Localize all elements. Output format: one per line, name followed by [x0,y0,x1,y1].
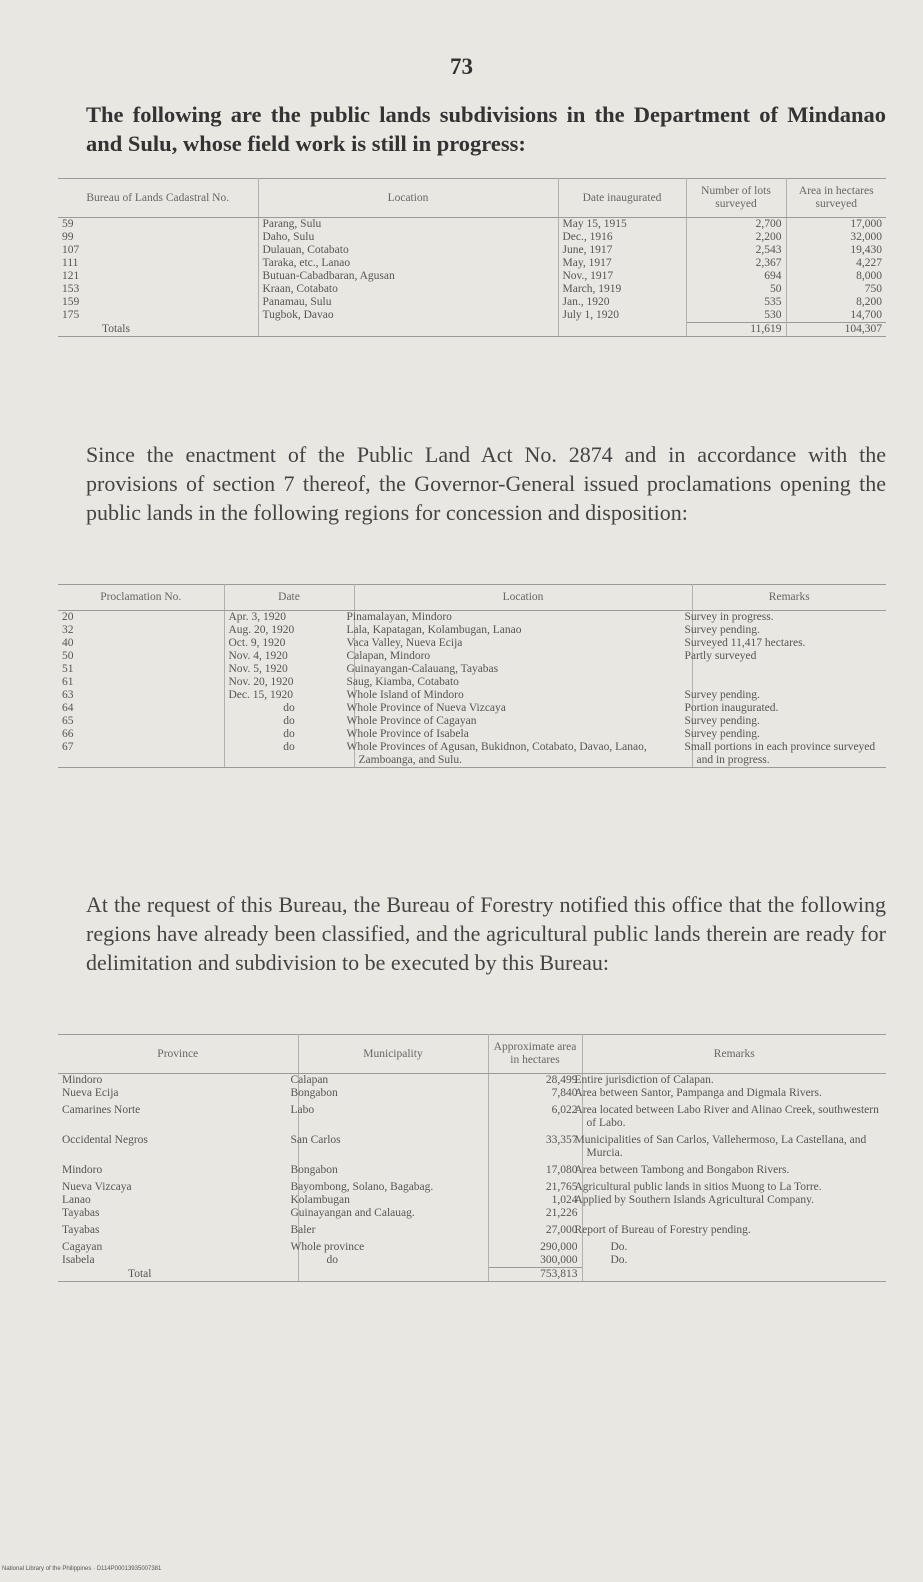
remarks: Partly surveyed [684,650,757,662]
col-province: Province [58,1035,298,1074]
approx-area: 27,000 [488,1220,582,1237]
remarks: Survey pending. [684,689,760,701]
col-cadastral-no: Bureau of Lands Cadastral No. [58,179,258,218]
location: Whole Province of Cagayan [354,715,692,728]
lots-surveyed: 2,367 [686,257,786,270]
proclamation-no: 32 [58,624,224,637]
remarks: Entire jurisdiction of Calapan. [574,1074,714,1086]
approx-area: 290,000 [488,1237,582,1254]
location: Tugbok, Davao [258,309,558,323]
totals-label: Totals [58,323,258,337]
table-row [58,1074,886,1088]
table-row [58,676,886,689]
col-lots-surveyed: Number of lots surveyed [686,179,786,218]
location: Lala, Kapatagan, Kolambugan, Lanao [354,624,692,637]
municipality: Kolambugan [298,1194,488,1207]
date-inaugurated: May 15, 1915 [558,218,686,232]
area-surveyed: 19,430 [850,244,882,256]
col-location: Location [258,179,558,218]
date: Nov. 5, 1920 [224,663,354,676]
cadastral-no: 175 [58,309,258,323]
location: Panamau, Sulu [258,296,558,309]
cadastral-no: 99 [58,231,258,244]
province: Tayabas [58,1207,298,1220]
table-row [58,624,886,637]
table-row [58,663,886,676]
date-inaugurated: Jan., 1920 [558,296,686,309]
approx-area: 21,765 [488,1177,582,1194]
approx-area: 6,022 [488,1100,582,1130]
table-row [58,1177,886,1194]
approx-area: 300,000 [488,1254,582,1268]
date-inaugurated: Dec., 1916 [558,231,686,244]
municipality: San Carlos [298,1130,488,1160]
col-proclamation-no: Proclamation No. [58,585,224,611]
cadastral-no: 111 [58,257,258,270]
table-row [58,244,886,257]
area-surveyed: 14,700 [850,309,882,321]
province: Cagayan [58,1237,298,1254]
location: Calapan, Mindoro [354,650,692,663]
location: Parang, Sulu [258,218,558,232]
location: Guinayangan-Calauang, Tayabas [354,663,692,676]
col-date: Date [224,585,354,611]
location: Butuan-Cabadbaran, Agusan [258,270,558,283]
province: Isabela [58,1254,298,1268]
table-row [58,637,886,650]
approx-area: 1,024 [488,1194,582,1207]
table-row [58,296,886,309]
table-row [58,309,886,323]
remarks: Portion inaugurated. [684,702,779,714]
date-inaugurated: July 1, 1920 [558,309,686,323]
proclamation-no: 61 [58,676,224,689]
table-row [58,218,886,232]
location: Whole Provinces of Agusan, Bukidnon, Cotabato, Davao, Lanao, Zamboanga, and Sulu. [354,741,692,768]
area-surveyed: 750 [864,283,882,295]
table-row [58,689,886,702]
date: do [224,702,354,715]
proclamation-no: 65 [58,715,224,728]
proclamation-no: 50 [58,650,224,663]
table-row [58,323,886,337]
date: Oct. 9, 1920 [224,637,354,650]
date: Apr. 3, 1920 [224,611,354,625]
area-surveyed: 32,000 [850,231,882,243]
date-inaugurated: June, 1917 [558,244,686,257]
table-row [58,231,886,244]
table-row [58,611,886,625]
proclamation-no: 67 [58,741,224,768]
province: Nueva Ecija [58,1087,298,1100]
municipality: do [298,1254,488,1268]
col-location: Location [354,585,692,611]
cadastral-no: 107 [58,244,258,257]
table-row [58,1268,886,1282]
municipality: Bongabon [298,1087,488,1100]
province: Nueva Vizcaya [58,1177,298,1194]
municipality: Guinayangan and Calauag. [298,1207,488,1220]
location: Saug, Kiamba, Cotabato [354,676,692,689]
remarks: Surveyed 11,417 hectares. [684,637,806,649]
table-row [58,1237,886,1254]
table-row [58,1207,886,1220]
area-surveyed: 8,000 [856,270,882,282]
location: Whole Province of Nueva Vizcaya [354,702,692,715]
remarks: Area between Santor, Pampanga and Digmala Rivers. [574,1087,822,1099]
location: Kraan, Cotabato [258,283,558,296]
remarks: Do. [610,1241,628,1253]
remarks: Municipalities of San Carlos, Vallehermoso, La Castellana, and Murcia. [574,1134,867,1159]
intro-paragraph-3: At the request of this Bureau, the Bureau of Forestry notified this office that the following regions have already been classified, and the agricultural public lands therein are ready for delimitation and subdivision to be executed by this Bureau: [86,892,886,975]
date-inaugurated: May, 1917 [558,257,686,270]
date: do [224,728,354,741]
location: Dulauan, Cotabato [258,244,558,257]
cadastral-no: 159 [58,296,258,309]
province: Tayabas [58,1220,298,1237]
table-row [58,650,886,663]
remarks: Area between Tambong and Bongabon Rivers. [574,1164,790,1176]
remarks: Survey in progress. [684,611,774,623]
location: Pinamalayan, Mindoro [354,611,692,625]
approx-area: 17,080 [488,1160,582,1177]
remarks: Small portions in each province surveyed and in progress. [692,741,886,768]
lots-surveyed: 694 [686,270,786,283]
table-row [58,1254,886,1268]
remarks: Survey pending. [684,715,760,727]
totals-spacer [558,323,686,337]
proclamation-no: 64 [58,702,224,715]
province: Lanao [58,1194,298,1207]
approx-area: 28,499 [488,1074,582,1088]
proclamations-table [58,584,886,768]
cadastral-no: 121 [58,270,258,283]
area-surveyed: 4,227 [856,257,882,269]
table-row [58,715,886,728]
col-remarks: Remarks [582,1035,886,1074]
remarks: Survey pending. [684,728,760,740]
province: Mindoro [58,1160,298,1177]
table-row [58,1130,886,1160]
date: do [224,741,354,768]
forestry-regions-table [58,1034,886,1282]
table-row [58,1160,886,1177]
date: Nov. 20, 1920 [224,676,354,689]
total-area: 753,813 [488,1268,582,1282]
remarks [692,663,886,676]
municipality: Baler [298,1220,488,1237]
municipality: Bayombong, Solano, Bagabag. [298,1177,488,1194]
remarks: Report of Bureau of Forestry pending. [574,1224,751,1236]
lots-surveyed: 2,200 [686,231,786,244]
table-row [58,283,886,296]
table-row [58,728,886,741]
municipality: Whole province [298,1237,488,1254]
province: Occidental Negros [58,1130,298,1160]
proclamation-no: 40 [58,637,224,650]
location: Vaca Valley, Nueva Ecija [354,637,692,650]
proclamation-no: 51 [58,663,224,676]
location: Whole Province of Isabela [354,728,692,741]
date: Aug. 20, 1920 [224,624,354,637]
date-inaugurated: March, 1919 [558,283,686,296]
area-surveyed: 8,200 [856,296,882,308]
col-remarks: Remarks [692,585,886,611]
page-number: 73 [450,54,473,79]
table-row [58,270,886,283]
table-row [58,741,886,768]
lots-surveyed: 530 [686,309,786,323]
col-approx-area: Approximate area in hectares [488,1035,582,1074]
municipality: Calapan [298,1074,488,1088]
remarks: Area located between Labo River and Alinao Creek, southwestern of Labo. [574,1104,879,1129]
lots-surveyed: 2,543 [686,244,786,257]
library-footer: National Library of the Philippines · D114P00013935007381 [2,1566,162,1572]
totals-spacer [258,323,558,337]
location: Whole Island of Mindoro [354,689,692,702]
remarks: Agricultural public lands in sitios Muong to La Torre. [574,1181,822,1193]
remarks: Survey pending. [684,624,760,636]
approx-area: 7,840 [488,1087,582,1100]
date: do [224,715,354,728]
table-row [58,1100,886,1130]
lots-surveyed: 50 [686,283,786,296]
proclamation-no: 20 [58,611,224,625]
lots-surveyed: 535 [686,296,786,309]
area-surveyed: 17,000 [850,218,882,230]
proclamation-no: 66 [58,728,224,741]
location: Taraka, etc., Lanao [258,257,558,270]
approx-area: 21,226 [488,1207,582,1220]
approx-area: 33,357 [488,1130,582,1160]
totals-lots: 11,619 [686,323,786,337]
col-date-inaugurated: Date inaugurated [558,179,686,218]
intro-paragraph-1: The following are the public lands subdivisions in the Department of Mindanao and Sulu, whose field work is still in progress: [86,102,886,156]
col-area-surveyed: Area in hectares surveyed [786,179,886,218]
province: Mindoro [58,1074,298,1088]
lots-surveyed: 2,700 [686,218,786,232]
date-inaugurated: Nov., 1917 [558,270,686,283]
total-label: Total [58,1268,298,1282]
province: Camarines Norte [58,1100,298,1130]
remarks [582,1207,886,1220]
table-row [58,1220,886,1237]
cadastral-no: 153 [58,283,258,296]
col-municipality: Municipality [298,1035,488,1074]
table-row [58,257,886,270]
remarks: Applied by Southern Islands Agricultural Company. [574,1194,814,1206]
cadastral-no: 59 [58,218,258,232]
proclamation-no: 63 [58,689,224,702]
location: Daho, Sulu [258,231,558,244]
totals-area: 104,307 [786,323,886,337]
municipality: Labo [298,1100,488,1130]
table-row [58,702,886,715]
table-row [58,1194,886,1207]
cadastral-table [58,178,886,337]
total-spacer [298,1268,488,1282]
table-row [58,1087,886,1100]
municipality: Bongabon [298,1160,488,1177]
remarks: Do. [610,1254,628,1266]
date: Nov. 4, 1920 [224,650,354,663]
remarks [692,676,886,689]
intro-paragraph-2: Since the enactment of the Public Land Act No. 2874 and in accordance with the provisions of section 7 thereof, the Governor-General issued proclamations opening the public lands in the following regions for concession and disposition: [86,442,886,525]
total-spacer [582,1268,886,1282]
date: Dec. 15, 1920 [224,689,354,702]
